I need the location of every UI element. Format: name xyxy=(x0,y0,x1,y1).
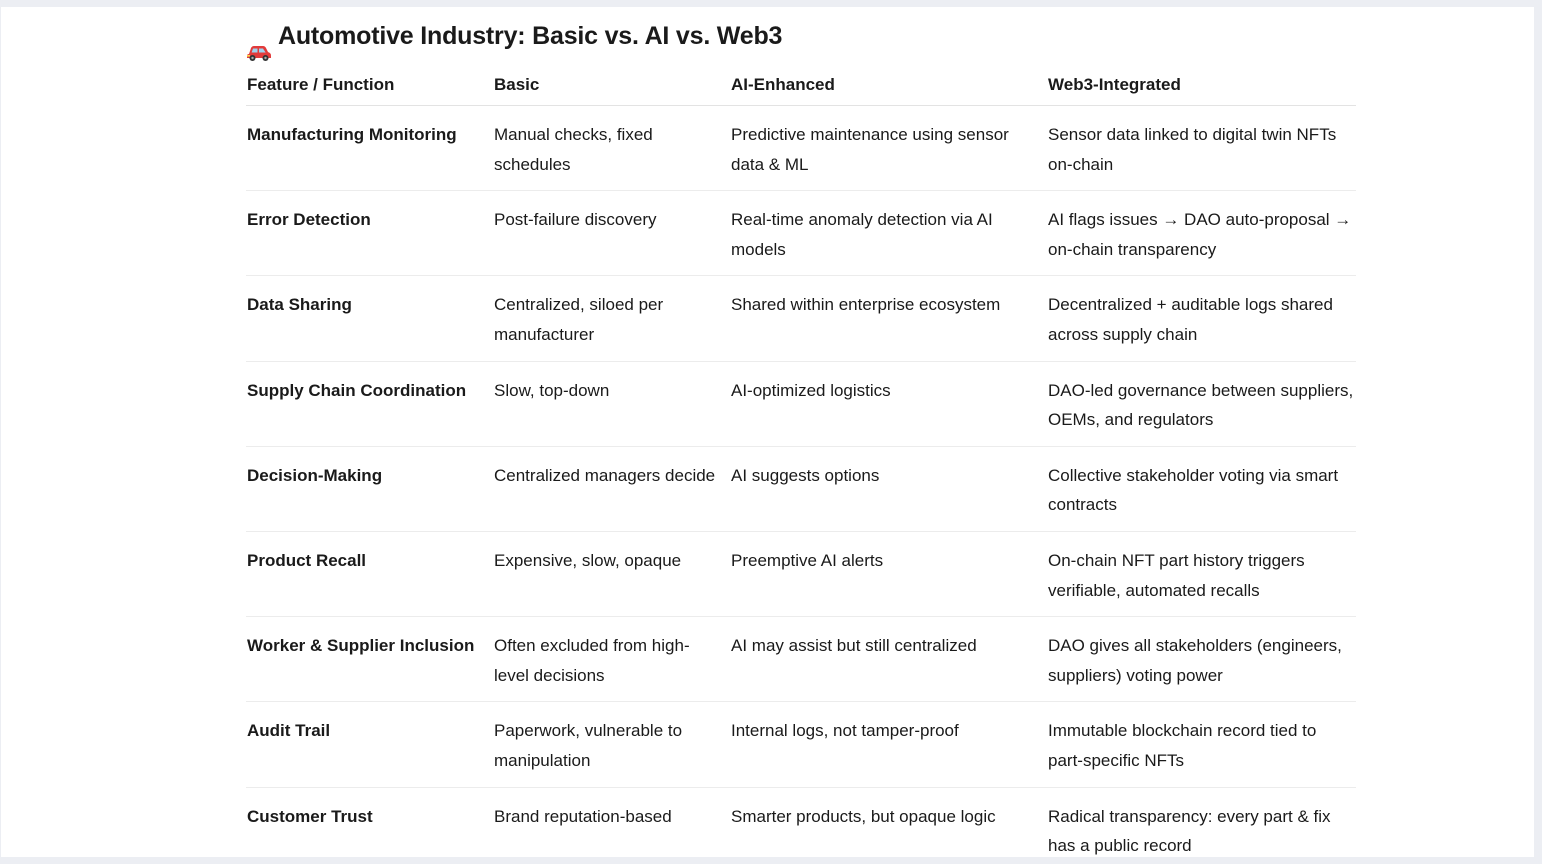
cell-basic: Brand reputation-based xyxy=(493,787,730,857)
cell-feature: Product Recall xyxy=(246,531,493,616)
cell-web3: On-chain NFT part history triggers verifiable, automated recalls xyxy=(1047,531,1356,616)
table-row xyxy=(246,361,1356,446)
cell-web3: Collective stakeholder voting via smart contracts xyxy=(1047,446,1356,531)
cell-basic: Centralized, siloed per manufacturer xyxy=(493,276,730,361)
cell-ai: Internal logs, not tamper-proof xyxy=(730,702,1047,787)
table-header-row xyxy=(246,65,1356,106)
cell-basic: Post-failure discovery xyxy=(493,191,730,276)
cell-ai: Smarter products, but opaque logic xyxy=(730,787,1047,857)
cell-feature: Worker & Supplier Inclusion xyxy=(246,617,493,702)
cell-feature: Data Sharing xyxy=(246,276,493,361)
document-page xyxy=(1,7,1534,857)
table-row xyxy=(246,276,1356,361)
cell-ai: AI may assist but still centralized xyxy=(730,617,1047,702)
cell-web3: Decentralized + auditable logs shared across supply chain xyxy=(1047,276,1356,361)
cell-basic: Often excluded from high-level decisions xyxy=(493,617,730,702)
page-title xyxy=(246,7,1356,65)
cell-feature: Customer Trust xyxy=(246,787,493,857)
cell-web3: DAO-led governance between suppliers, OEMs, and regulators xyxy=(1047,361,1356,446)
table-row xyxy=(246,787,1356,857)
header-feature: Feature / Function xyxy=(246,65,493,106)
cell-web3: DAO gives all stakeholders (engineers, suppliers) voting power xyxy=(1047,617,1356,702)
cell-ai: AI-optimized logistics xyxy=(730,361,1047,446)
cell-ai: AI suggests options xyxy=(730,446,1047,531)
table-row xyxy=(246,702,1356,787)
table-row xyxy=(246,617,1356,702)
header-basic: Basic xyxy=(493,65,730,106)
cell-feature: Audit Trail xyxy=(246,702,493,787)
document-content xyxy=(246,7,1356,857)
cell-ai: Preemptive AI alerts xyxy=(730,531,1047,616)
cell-feature: Manufacturing Monitoring xyxy=(246,106,493,191)
cell-web3: AI flags issues → DAO auto-proposal → on-chain transparency xyxy=(1047,191,1356,276)
table-row xyxy=(246,531,1356,616)
cell-basic: Manual checks, fixed schedules xyxy=(493,106,730,191)
table-row xyxy=(246,191,1356,276)
comparison-table xyxy=(246,65,1356,857)
red-car-icon xyxy=(246,26,272,46)
cell-ai: Predictive maintenance using sensor data & ML xyxy=(730,106,1047,191)
cell-basic: Paperwork, vulnerable to manipulation xyxy=(493,702,730,787)
table-row xyxy=(246,106,1356,191)
cell-basic: Centralized managers decide xyxy=(493,446,730,531)
cell-feature: Decision-Making xyxy=(246,446,493,531)
header-web3-integrated: Web3-Integrated xyxy=(1047,65,1356,106)
scrollbar-track[interactable] xyxy=(1534,7,1542,857)
cell-ai: Shared within enterprise ecosystem xyxy=(730,276,1047,361)
page-title-text: Automotive Industry: Basic vs. AI vs. Web3 xyxy=(278,22,783,50)
cell-web3: Radical transparency: every part & fix has a public record xyxy=(1047,787,1356,857)
cell-web3: Immutable blockchain record tied to part-specific NFTs xyxy=(1047,702,1356,787)
header-ai-enhanced: AI-Enhanced xyxy=(730,65,1047,106)
cell-basic: Expensive, slow, opaque xyxy=(493,531,730,616)
cell-web3: Sensor data linked to digital twin NFTs on-chain xyxy=(1047,106,1356,191)
cell-feature: Error Detection xyxy=(246,191,493,276)
table-row xyxy=(246,446,1356,531)
cell-basic: Slow, top-down xyxy=(493,361,730,446)
cell-feature: Supply Chain Coordination xyxy=(246,361,493,446)
cell-ai: Real-time anomaly detection via AI models xyxy=(730,191,1047,276)
